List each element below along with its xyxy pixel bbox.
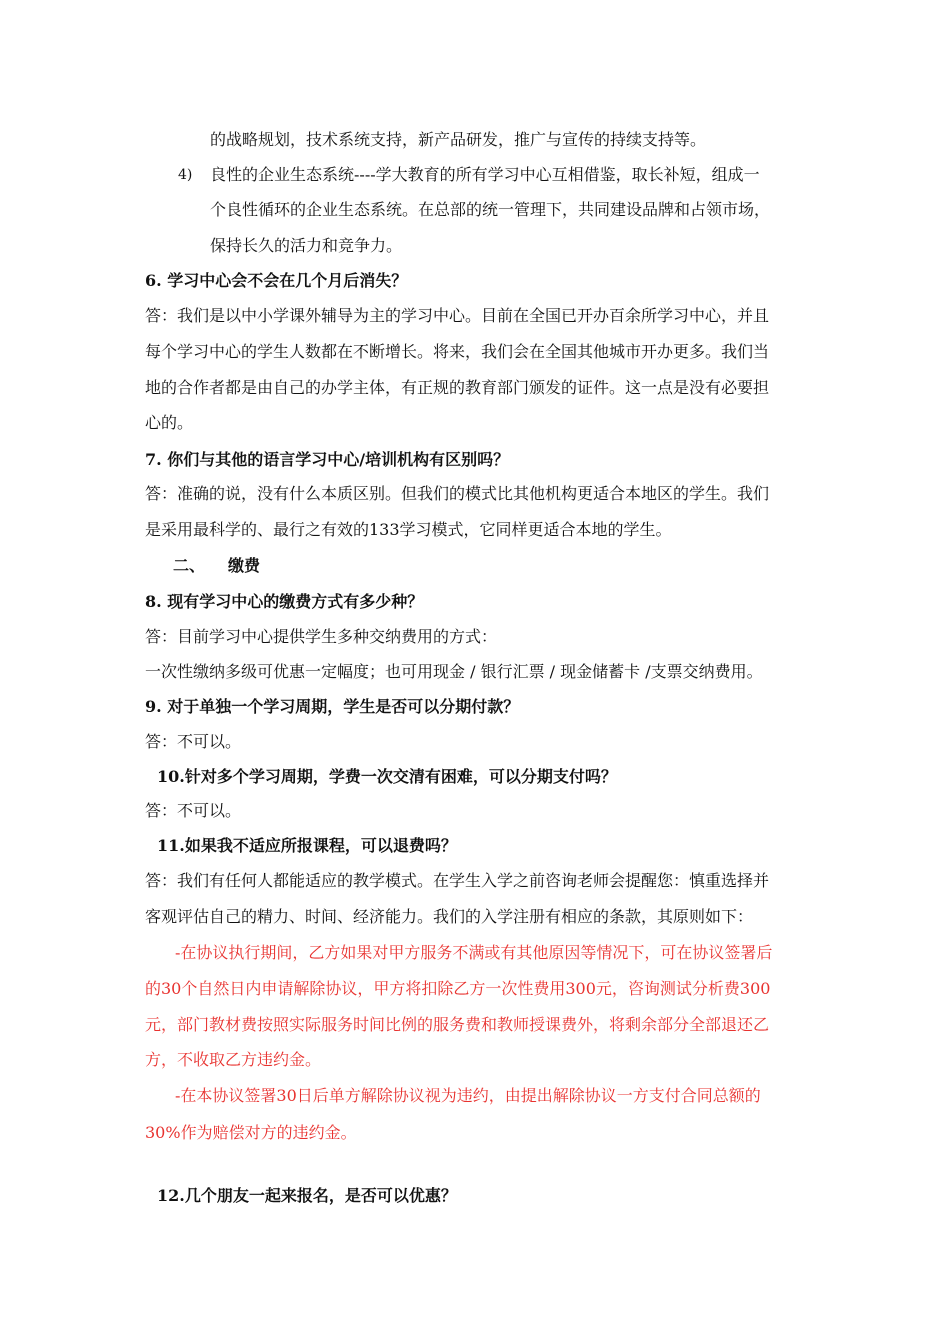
- answer-6-line: 答：我们是以中小学课外辅导为主的学习中心。目前在全国已开办百余所学习中心，并且: [145, 306, 770, 325]
- answer-6-line: 心的。: [145, 413, 194, 432]
- item-4-line: 保持长久的活力和竞争力。: [210, 236, 403, 255]
- answer-6-line: 每个学习中心的学生人数都在不断增长。将来，我们会在全国其他城市开办更多。我们当: [145, 342, 770, 361]
- answer-11-line: 答：我们有任何人都能适应的教学模式。在学生入学之前咨询老师会提醒您：慎重选择并: [145, 871, 770, 890]
- item-4-number: 4): [178, 167, 193, 183]
- answer-8-line: 答：目前学习中心提供学生多种交纳费用的方式：: [145, 627, 498, 646]
- item-3-continuation: 的战略规划，技术系统支持，新产品研发，推广与宣传的持续支持等。: [210, 130, 707, 149]
- question-7: 7. 你们与其他的语言学习中心/培训机构有区别吗？: [145, 450, 510, 469]
- answer-11-line: 客观评估自己的精力、时间、经济能力。我们的入学注册有相应的条款，其原则如下：: [145, 907, 754, 926]
- refund-clause-2-line: 30%作为赔偿对方的违约金。: [145, 1123, 357, 1142]
- question-9: 9. 对于单独一个学习周期，学生是否可以分期付款？: [145, 697, 520, 716]
- refund-clause-1-line: 的30个自然日内申请解除协议，甲方将扣除乙方一次性费用300元，咨询测试分析费300: [145, 979, 771, 998]
- question-8: 8. 现有学习中心的缴费方式有多少种？: [145, 592, 424, 611]
- refund-clause-1-line: -在协议执行期间，乙方如果对甲方服务不满或有其他原因等情况下，可在协议签署后: [175, 943, 773, 962]
- refund-clause-1-line: 方，不收取乙方违约金。: [145, 1050, 322, 1069]
- answer-9: 答：不可以。: [145, 732, 242, 751]
- question-12: 12.几个朋友一起来报名，是否可以优惠？: [157, 1186, 457, 1205]
- answer-7-line: 是采用最科学的、最行之有效的133学习模式，它同样更适合本地的学生。: [145, 520, 672, 539]
- answer-8-line: 一次性缴纳多级可优惠一定幅度；也可用现金 / 银行汇票 / 现金储蓄卡 /支票交纳费用。: [145, 662, 763, 681]
- answer-6-line: 地的合作者都是由自己的办学主体，有正规的教育部门颁发的证件。这一点是没有必要担: [145, 378, 770, 397]
- refund-clause-1-line: 元，部门教材费按照实际服务时间比例的服务费和教师授课费外，将剩余部分全部退还乙: [145, 1015, 770, 1034]
- item-4-line: 良性的企业生态系统----学大教育的所有学习中心互相借鉴，取长补短，组成一: [210, 165, 760, 184]
- question-11: 11.如果我不适应所报课程，可以退费吗？: [157, 836, 457, 855]
- question-10: 10.针对多个学习周期，学费一次交清有困难，可以分期支付吗？: [157, 767, 617, 786]
- section-number: 二、: [173, 556, 206, 575]
- section-title: 缴费: [228, 556, 261, 575]
- answer-10: 答：不可以。: [145, 801, 242, 820]
- answer-7-line: 答：准确的说，没有什么本质区别。但我们的模式比其他机构更适合本地区的学生。我们: [145, 484, 770, 503]
- item-4-line: 个良性循环的企业生态系统。在总部的统一管理下，共同建设品牌和占领市场，: [210, 200, 771, 219]
- refund-clause-2-line: -在本协议签署30日后单方解除协议视为违约，由提出解除协议一方支付合同总额的: [175, 1086, 761, 1105]
- question-6: 6. 学习中心会不会在几个月后消失？: [145, 271, 408, 290]
